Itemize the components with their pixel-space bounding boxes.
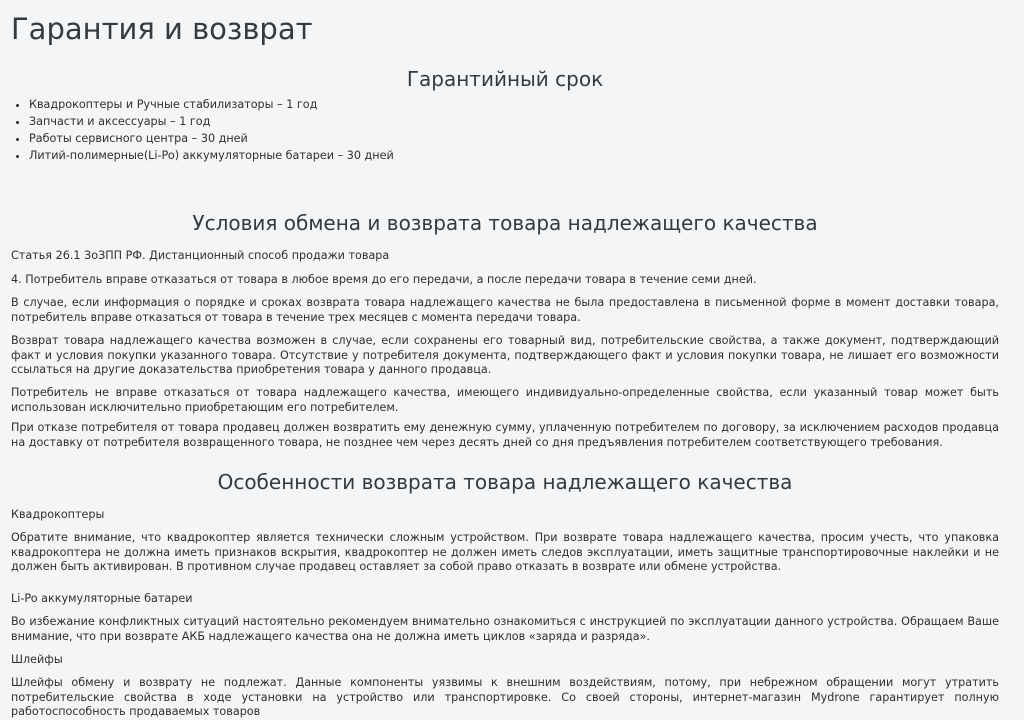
list-item: • Литий-полимерные(Li-Po) аккумуляторные батареи – 30 дней [29,147,394,164]
cables-text: Шлейфы обмену и возврату не подлежат. Данные компоненты уязвимы к внешним воздействиям, потому, при небрежном обращении могут утратить потребительские свойства в ходе установки на устройство или транспортировке. Со своей стороны, интернет-магазин Mydrone гарантирует полную работоспособность продаваемых товаров [11,676,999,718]
drones-text: Обратите внимание, что квадрокоптер является технически сложным устройством. При возврате товара надлежащего качества, просим учесть, что упаковка квадрокоптера не должна иметь признаков вскрытия, квадрокоптер не должен иметь следов эксплуатации, иметь защитные транспортировочные наклейки и не должен быть активирован. В противном случае продавец оставляет за собой право отказать в возврате или обмене устройства. [11,531,999,573]
lipo-text: Во избежание конфликтных ситуаций настоятельно рекомендуем внимательно ознакомиться с инструкцией по эксплуатации данного устройства. Обращаем Ваше внимание, что при возврате АКБ надлежащего качества она не должна иметь циклов «заряда и разряда». [11,615,999,643]
paragraph: Потребитель не вправе отказаться от товара надлежащего качества, имеющего индивидуально-определенные свойства, если указанный товар может быть использован исключительно приобретающим его потребителем. [11,386,999,414]
law-reference: Статья 26.1 ЗоЗПП РФ. Дистанционный способ продажи товара [11,249,390,262]
paragraph: 4. Потребитель вправе отказаться от товара в любое время до его передачи, а после передачи товара в течение семи дней. [11,273,757,286]
lipo-label: Li-Po аккумуляторные батареи [11,592,193,605]
warranty-list [12,96,394,164]
features-heading: Особенности возврата товара надлежащего качества [217,470,793,494]
paragraph: Возврат товара надлежащего качества возможен в случае, если сохранены его товарный вид, потребительские свойства, а также документ, подтверждающий факт и условия покупки указанного товара. Отсутствие у потребителя документа, подтверждающего факт и условия покупки товара, не лишает его возможности ссылаться на другие доказательства приобретения товара у данного продавца. [11,334,999,376]
list-item: • Квадрокоптеры и Ручные стабилизаторы – 1 год [29,96,394,113]
page-title: Гарантия и возврат [11,12,313,46]
drones-label: Квадрокоптеры [11,508,105,521]
warranty-heading: Гарантийный срок [406,67,604,91]
paragraph: При отказе потребителя от товара продавец должен возвратить ему денежную сумму, уплаченную потребителем по договору, за исключением расходов продавца на доставку от потребителя возвращенного товара, не позднее чем через десять дней со дня предъявления потребителем соответствующего требования. [11,421,999,449]
paragraph: В случае, если информация о порядке и сроках возврата товара надлежащего качества не была предоставлена в письменной форме в момент доставки товара, потребитель вправе отказаться от товара в течение трех месяцев с момента передачи товара. [11,296,999,324]
exchange-heading: Условия обмена и возврата товара надлежащего качества [192,211,818,235]
cables-label: Шлейфы [11,653,63,666]
list-item: • Работы сервисного центра – 30 дней [29,130,394,147]
list-item: • Запчасти и аксессуары – 1 год [29,113,394,130]
